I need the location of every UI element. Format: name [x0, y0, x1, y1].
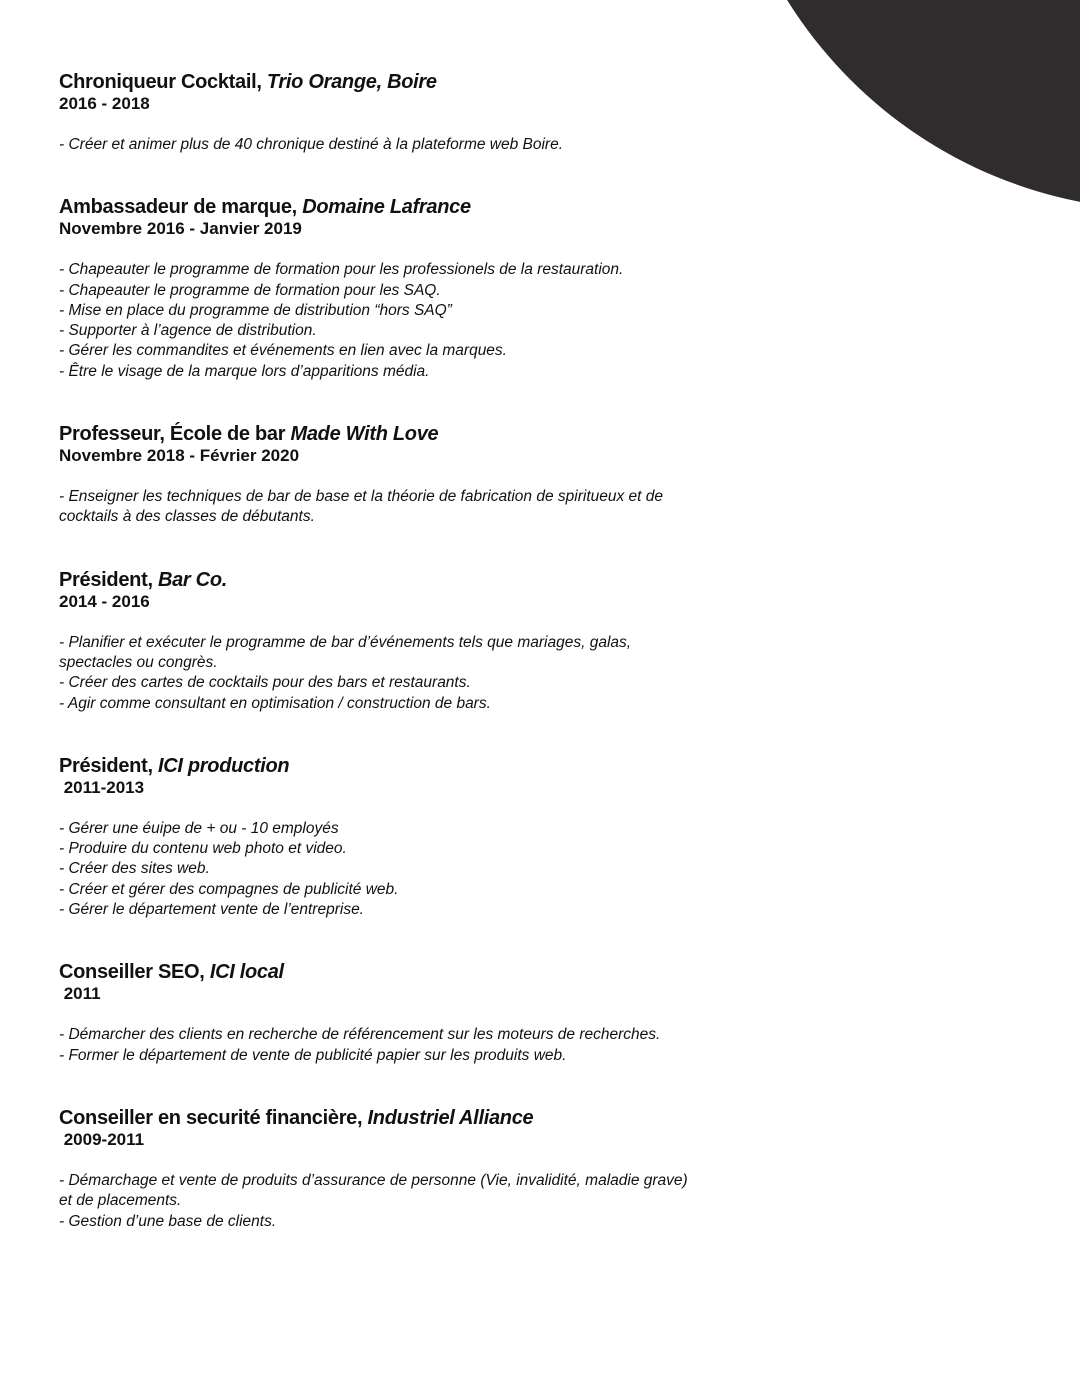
bullet-item: - Gestion d’une base de clients. — [59, 1212, 277, 1230]
bullet-item: - Créer et gérer des compagnes de publicité web. — [59, 880, 399, 898]
job-dates: 2009-2011 — [59, 1129, 145, 1149]
bullet-item: - Former le département de vente de publicité papier sur les produits web. — [59, 1046, 567, 1064]
bullet-item: - Produire du contenu web photo et video. — [59, 840, 347, 858]
job-entry — [59, 568, 699, 714]
bullet-item: - Agir comme consultant en optimisation / construction de bars. — [59, 694, 491, 712]
job-dates: 2014 - 2016 — [59, 591, 150, 611]
job-entry — [59, 422, 699, 528]
job-organization: Industriel Alliance — [367, 1106, 534, 1129]
bullet-item: - Être le visage de la marque lors d’apparitions média. — [59, 362, 430, 380]
bullet-item: - Mise en place du programme de distribution “hors SAQ” — [59, 301, 452, 319]
bullet-item: - Créer et animer plus de 40 chronique destiné à la plateforme web Boire. — [59, 136, 564, 153]
bullet-item: - Gérer le département vente de l’entreprise. — [59, 901, 364, 919]
bullet-item: - Chapeauter le programme de formation pour les professionels de la restauration. — [59, 261, 624, 279]
bullet-item: - Planifier et exécuter le programme de bar d’événements tels que mariages, galas, spectacles ou congrès. — [59, 633, 632, 671]
job-bullets — [59, 819, 699, 920]
job-bullets — [59, 487, 699, 528]
job-role: Conseiller en securité financière, — [59, 1106, 368, 1129]
job-entry — [59, 70, 699, 155]
job-title — [59, 960, 699, 984]
job-title — [59, 422, 699, 446]
job-dates: 2011-2013 — [59, 777, 145, 797]
job-organization: Bar Co. — [157, 568, 227, 591]
job-title — [59, 568, 699, 592]
bullet-item: - Gérer les commandites et événements en lien avec la marques. — [59, 342, 507, 360]
job-entry — [59, 1106, 699, 1232]
experience-list — [59, 70, 699, 1272]
job-entry — [59, 754, 699, 920]
job-role: Chroniqueur Cocktail, — [59, 71, 267, 93]
bullet-item: - Gérer une éuipe de + ou - 10 employés — [59, 819, 339, 837]
job-organization: Trio Orange, Boire — [266, 71, 437, 93]
bullet-item: - Créer des sites web. — [59, 860, 210, 878]
job-dates: 2011 — [59, 984, 101, 1004]
job-organization: ICI production — [157, 754, 290, 777]
job-bullets — [59, 1025, 699, 1066]
job-role: Ambassadeur de marque, — [59, 196, 303, 219]
job-bullets — [59, 260, 699, 382]
job-role: Conseiller SEO, — [59, 961, 210, 984]
job-bullets — [59, 633, 699, 714]
job-bullets — [59, 135, 699, 155]
job-role: Professeur, École de bar — [59, 423, 291, 446]
job-entry — [59, 960, 699, 1066]
job-entry — [59, 195, 699, 382]
job-organization: Domaine Lafrance — [302, 196, 471, 219]
bullet-item: - Démarchage et vente de produits d’assurance de personne (Vie, invalidité, maladie grave) et de placements. — [59, 1171, 688, 1210]
job-title — [59, 70, 699, 94]
job-title — [59, 1106, 699, 1130]
job-role: Président, — [59, 568, 158, 591]
job-dates: Novembre 2018 - Février 2020 — [59, 446, 300, 466]
job-title — [59, 195, 699, 219]
job-organization: ICI local — [209, 961, 284, 984]
bullet-item: - Créer des cartes de cocktails pour des bars et restaurants. — [59, 674, 471, 692]
job-dates: Novembre 2016 - Janvier 2019 — [59, 219, 302, 239]
bullet-item: - Enseigner les techniques de bar de base et la théorie de fabrication de spiritueux et de cocktails à des classes de débutants. — [59, 488, 664, 526]
bullet-item: - Supporter à l’agence de distribution. — [59, 322, 317, 340]
job-organization: Made With Love — [290, 423, 439, 446]
job-bullets — [59, 1171, 699, 1232]
job-role: Président, — [59, 754, 158, 777]
bullet-item: - Démarcher des clients en recherche de référencement sur les moteurs de recherches. — [59, 1026, 661, 1044]
bullet-item: - Chapeauter le programme de formation pour les SAQ. — [59, 281, 441, 299]
decorative-corner-circle — [720, 0, 1080, 210]
job-title — [59, 754, 699, 778]
job-dates: 2016 - 2018 — [59, 94, 150, 113]
